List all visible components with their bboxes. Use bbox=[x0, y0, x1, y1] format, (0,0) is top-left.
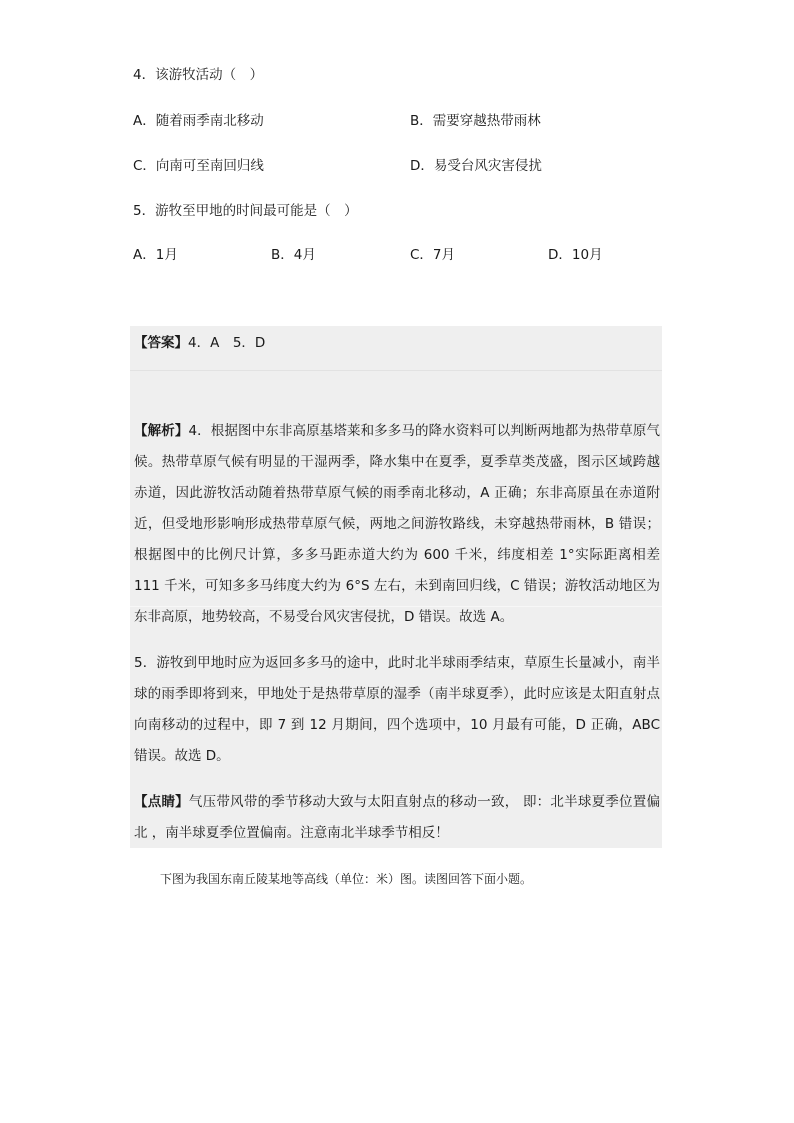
q5-option-c: C．7月 bbox=[410, 247, 456, 263]
q4-option-d: D．易受台风灾害侵扰 bbox=[410, 158, 542, 174]
q5-option-d: D．10月 bbox=[548, 247, 603, 263]
analysis-q4-text: 4．根据图中东非高原基塔莱和多多马的降水资料可以判断两地都为热带草原气候。热带草原气候有明显的干湿两季，降水集中在夏季，夏季草类茂盛，图示区域跨越赤道，因此游牧活动随着热带草原气候的雨季南北移动，A 正确；东非高原虽在赤道附近，但受地形影响形成热带草原气候，两地之间游牧路线，未穿越热带雨林，B 错误；根据图中的比例尺计算，多多马距赤道大约为 600 千米，纬度相差 1°实际距离相差 111 千米，可知多多马纬度大约为 6°S 左右，未到南回归线，C 错误；游牧活动地区为东非高原，地势较高，不易受台风灾害侵扰，D 错误。故选 A。 bbox=[134, 423, 660, 625]
comment-text: 气压带风带的季节移动大致与太阳直射点的移动一致， 即：北半球夏季位置偏北 ，南半球夏季位置偏南。注意南北半球季节相反！ bbox=[134, 794, 660, 841]
q5-stem: 5．游牧至甲地的时间最可能是（ ） bbox=[133, 203, 358, 219]
analysis-q5: 5．游牧到甲地时应为返回多多马的途中，此时北半球雨季结束，草原生长量减小，南半球的雨季即将到来，甲地处于是热带草原的湿季（南半球夏季），此时应该是太阳直射点向南移动的过程中，即 7 到 12 月期间，四个选项中，10 月最有可能，D 正确，ABC 错误。故选 D。 bbox=[134, 655, 660, 764]
answer-analysis-panel bbox=[130, 326, 662, 848]
comment bbox=[134, 787, 660, 849]
q5-option-b: B．4月 bbox=[271, 247, 316, 263]
answer-text: 4．A 5．D bbox=[188, 335, 266, 351]
q5-option-a: A．1月 bbox=[133, 247, 178, 263]
analysis-tag: 【解析】 bbox=[134, 423, 189, 439]
comment-tag: 【点睛】 bbox=[134, 794, 189, 810]
q4-stem: 4．该游牧活动（ ） bbox=[133, 67, 264, 83]
divider bbox=[130, 370, 662, 371]
q4-option-b: B．需要穿越热带雨林 bbox=[410, 113, 541, 129]
analysis-q4 bbox=[134, 416, 660, 633]
divider bbox=[130, 606, 662, 607]
figure-caption: 下图为我国东南丘陵某地等高线（单位：米）图。读图回答下面小题。 bbox=[160, 872, 533, 886]
answer-tag: 【答案】 bbox=[134, 335, 188, 351]
q4-option-c: C．向南可至南回归线 bbox=[133, 158, 264, 174]
q4-option-a: A．随着雨季南北移动 bbox=[133, 113, 264, 129]
answer-line bbox=[134, 330, 660, 356]
